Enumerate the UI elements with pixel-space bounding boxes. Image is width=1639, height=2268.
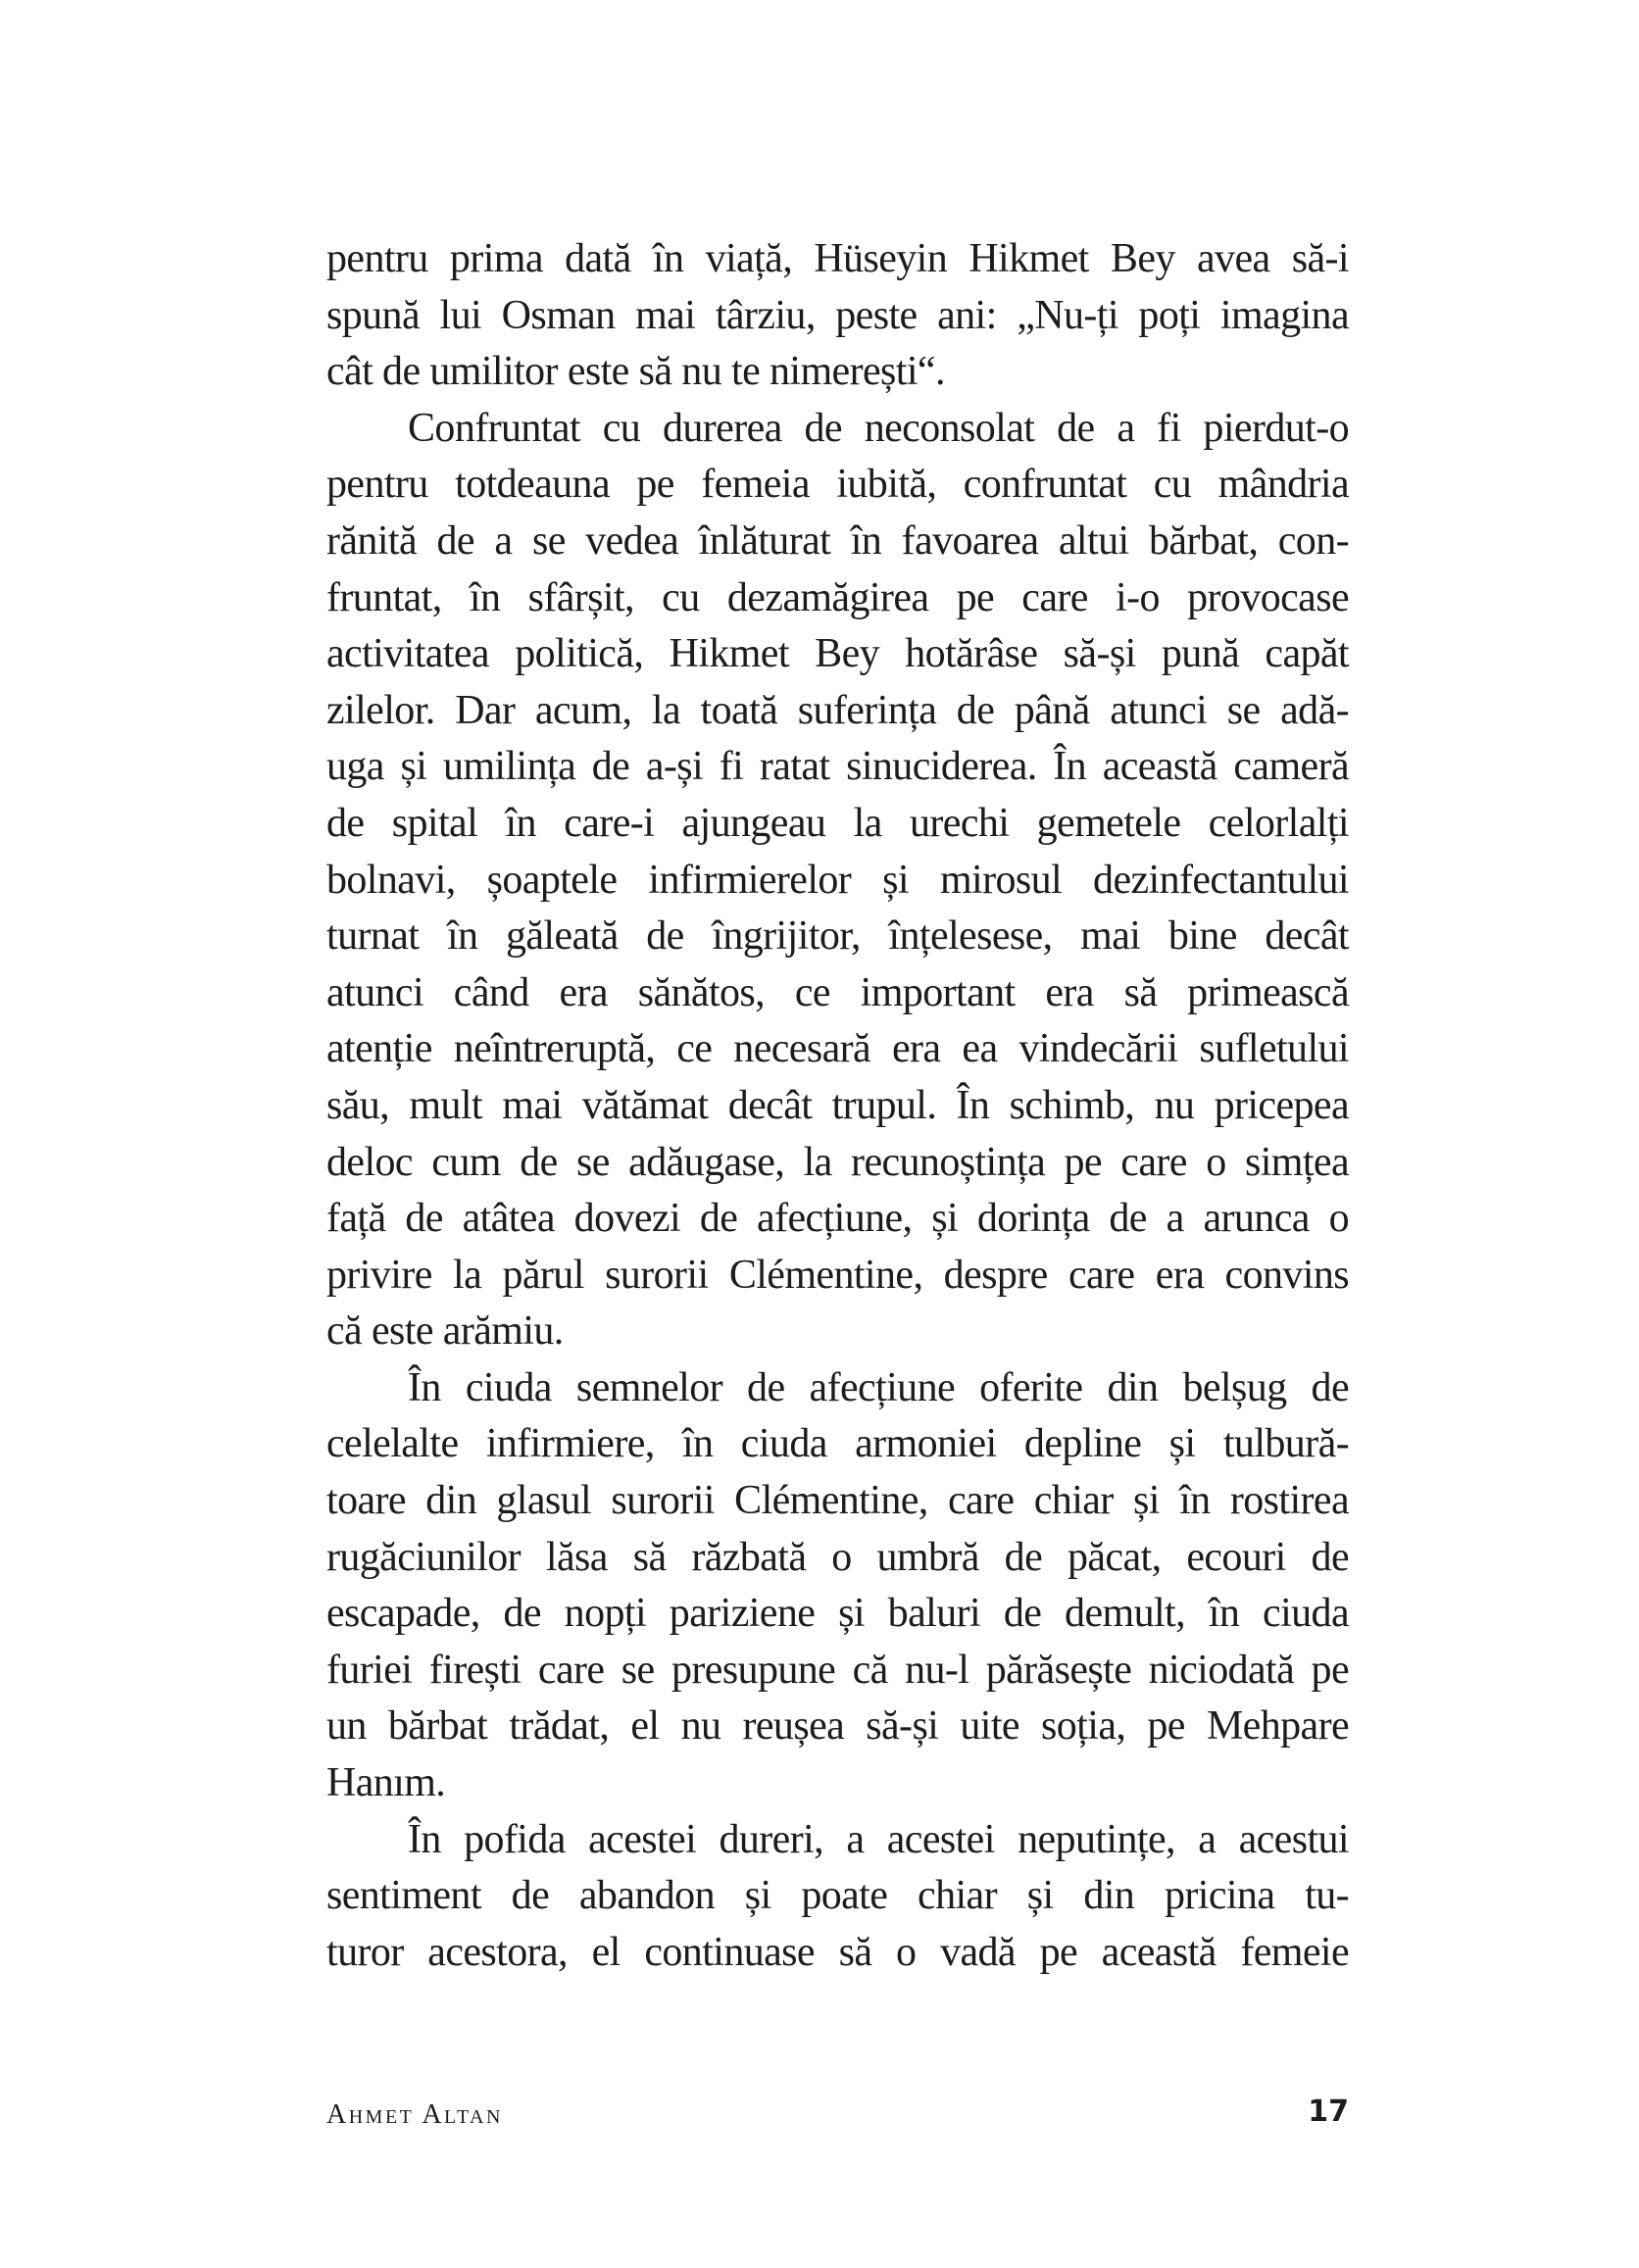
text-line: sentiment de abandon și poate chiar și din pricina tu- [326, 1873, 1349, 1919]
text-line: deloc cum de se adăugase, la recunoștința pe care o simțea [326, 1139, 1349, 1185]
page-number: 17 [1308, 2095, 1349, 2129]
text-line: atenție neîntreruptă, ce necesară era ea vindecării sufletului [326, 1026, 1349, 1072]
body-text [326, 231, 1349, 1981]
text-line: un bărbat trădat, el nu reușea să-și uite soția, pe Mehpare [326, 1703, 1349, 1750]
text-line: Hanım. [326, 1760, 446, 1806]
running-footer-author: Ahmet Altan [326, 2099, 503, 2130]
text-line: rănită de a se vedea înlăturat în favoarea altui bărbat, con- [326, 518, 1349, 564]
text-line: activitatea politică, Hikmet Bey hotărâse să-și pună capăt [326, 631, 1349, 677]
text-line: rugăciunilor lăsa să răzbată o umbră de păcat, ecouri de [326, 1534, 1349, 1580]
text-line: că este arămiu. [326, 1308, 564, 1355]
text-line: privire la părul surorii Clémentine, despre care era convins [326, 1252, 1349, 1298]
text-line: turnat în găleată de îngrijitor, înțelesese, mai bine decât [326, 913, 1349, 960]
text-line: zilelor. Dar acum, la toată suferința de până atunci se adă- [326, 687, 1349, 733]
text-line: escapade, de nopți pariziene și baluri de demult, în ciuda [326, 1591, 1349, 1637]
text-line: atunci când era sănătos, ce important era să primească [326, 969, 1349, 1015]
text-line: În ciuda semnelor de afecțiune oferite din belșug de [408, 1364, 1349, 1410]
text-line: față de atâtea dovezi de afecțiune, și dorința de a arunca o [326, 1196, 1349, 1242]
text-line: fruntat, în sfârșit, cu dezamăgirea pe care i-o provocase [326, 574, 1349, 620]
text-line: de spital în care-i ajungeau la urechi gemetele celorlalți [326, 800, 1349, 846]
text-line: celelalte infirmiere, în ciuda armoniei depline și tulbură- [326, 1421, 1349, 1467]
text-line: toare din glasul surorii Clémentine, care chiar și în rostirea [326, 1478, 1349, 1524]
text-line: pentru prima dată în viață, Hüseyin Hikmet Bey avea să-i [326, 236, 1349, 281]
text-line: uga și umilința de a-și fi ratat sinuciderea. În această cameră [326, 744, 1349, 790]
paragraph [326, 231, 1349, 401]
text-line: Confruntat cu durerea de neconsolat de a fi pierdut-o [408, 405, 1349, 451]
text-line: În pofida acestei dureri, a acestei neputințe, a acestui [408, 1816, 1349, 1862]
text-line: turor acestora, el continuase să o vadă pe această femeie [326, 1929, 1349, 1975]
text-line: său, mult mai vătămat decât trupul. În schimb, nu pricepea [326, 1082, 1349, 1128]
text-line: spună lui Osman mai târziu, peste ani: „Nu-ți poți imagina [326, 292, 1349, 338]
paragraph [326, 1360, 1349, 1812]
paragraph [326, 401, 1349, 1360]
text-line: pentru totdeauna pe femeia iubită, confruntat cu mândria [326, 462, 1349, 508]
text-line: bolnavi, șoaptele infirmierelor și mirosul dezinfectantului [326, 857, 1349, 903]
text-line: furiei firești care se presupune că nu-l părăsește niciodată pe [326, 1647, 1349, 1693]
text-line: cât de umilitor este să nu te nimerești“. [326, 349, 945, 395]
paragraph [326, 1812, 1349, 1982]
